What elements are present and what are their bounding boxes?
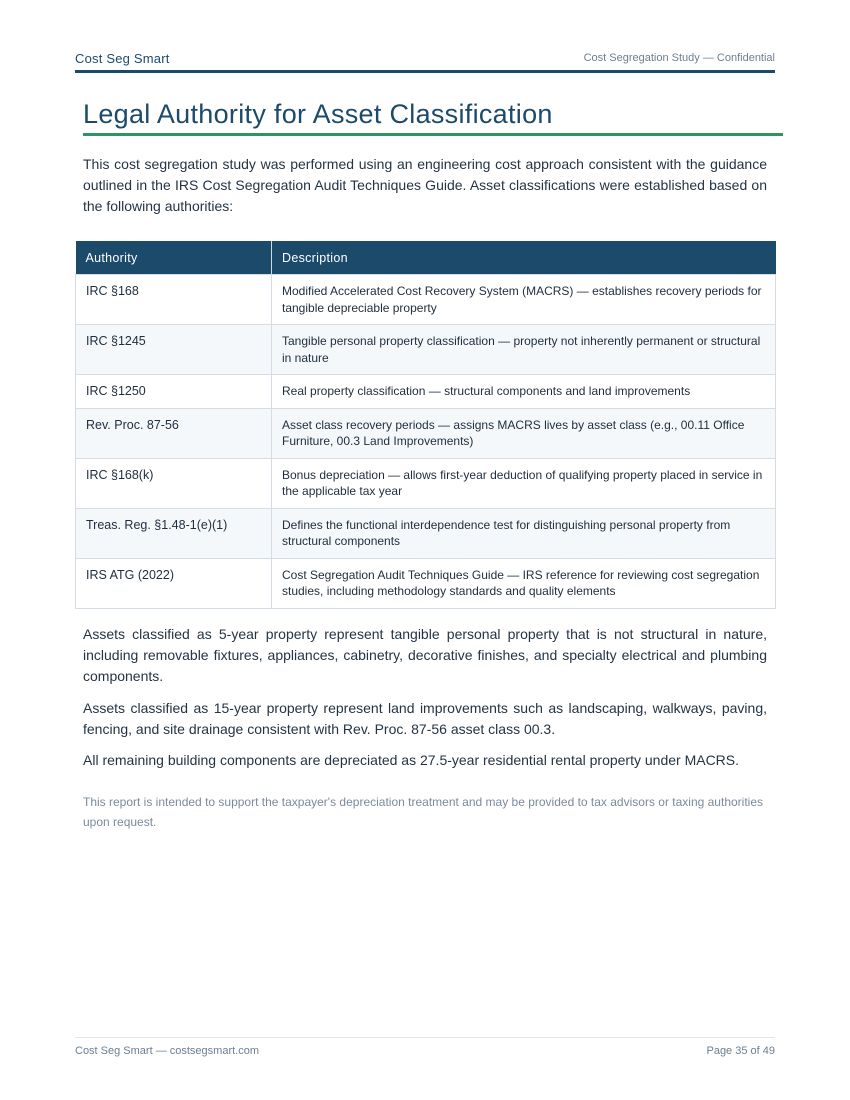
- description-cell: Real property classification — structural components and land improvements: [272, 375, 776, 409]
- page-title: Legal Authority for Asset Classification: [83, 98, 783, 136]
- fifteen-year-property-paragraph: Assets classified as 15-year property represent land improvements such as landscaping, walkways, paving, fencing, and site drainage consistent with Rev. Proc. 87-56 asset class 00.3.: [83, 700, 767, 737]
- table-header-row: [76, 241, 776, 275]
- residential-property-paragraph: All remaining building components are depreciated as 27.5-year residential rental property under MACRS.: [83, 752, 740, 768]
- intro-paragraph: This cost segregation study was performed using an engineering cost approach consistent with the guidance outlined in the IRS Cost Segregation Audit Techniques Guide. Asset classifications were established based on the following authorities:: [83, 156, 767, 214]
- disclaimer-note: This report is intended to support the taxpayer's depreciation treatment and may be provided to tax advisors or taxing authorities upon request.: [83, 795, 763, 829]
- page-number: Page 35 of 49: [706, 1045, 775, 1057]
- description-cell: Tangible personal property classification — property not inherently permanent or structural in nature: [272, 325, 776, 375]
- authority-cell: IRC §1250: [76, 375, 272, 409]
- brand-name: Cost Seg Smart: [75, 51, 170, 66]
- document-label: Cost Segregation Study — Confidential: [583, 52, 775, 64]
- description-cell: Modified Accelerated Cost Recovery System (MACRS) — establishes recovery periods for tangible depreciable property: [272, 275, 776, 325]
- page-footer: [75, 1037, 775, 1062]
- table-row: [76, 508, 776, 558]
- table-row: [76, 375, 776, 409]
- column-header-authority: Authority: [76, 241, 272, 275]
- authority-cell: Rev. Proc. 87-56: [76, 408, 272, 458]
- description-cell: Cost Segregation Audit Techniques Guide — IRS reference for reviewing cost segregation studies, including methodology standards and quality elements: [272, 558, 776, 608]
- description-cell: Defines the functional interdependence test for distinguishing personal property from structural components: [272, 508, 776, 558]
- description-cell: Bonus depreciation — allows first-year deduction of qualifying property placed in service in the applicable tax year: [272, 458, 776, 508]
- authority-cell: Treas. Reg. §1.48-1(e)(1): [76, 508, 272, 558]
- description-cell: Asset class recovery periods — assigns MACRS lives by asset class (e.g., 00.11 Office Furniture, 00.3 Land Improvements): [272, 408, 776, 458]
- footer-company: Cost Seg Smart — costsegsmart.com: [75, 1045, 259, 1057]
- table-row: [76, 325, 776, 375]
- authority-cell: IRC §1245: [76, 325, 272, 375]
- authority-cell: IRS ATG (2022): [76, 558, 272, 608]
- table-row: [76, 558, 776, 608]
- authority-cell: IRC §168(k): [76, 458, 272, 508]
- table-row: [76, 458, 776, 508]
- five-year-property-paragraph: Assets classified as 5-year property represent tangible personal property that is not structural in nature, including removable fixtures, appliances, cabinetry, decorative finishes, and specialty electrical and plumbing components.: [83, 626, 767, 684]
- page-header: [75, 50, 775, 73]
- authority-cell: IRC §168: [76, 275, 272, 325]
- authority-table: [75, 241, 776, 609]
- table-row: [76, 275, 776, 325]
- table-row: [76, 408, 776, 458]
- column-header-description: Description: [272, 241, 776, 275]
